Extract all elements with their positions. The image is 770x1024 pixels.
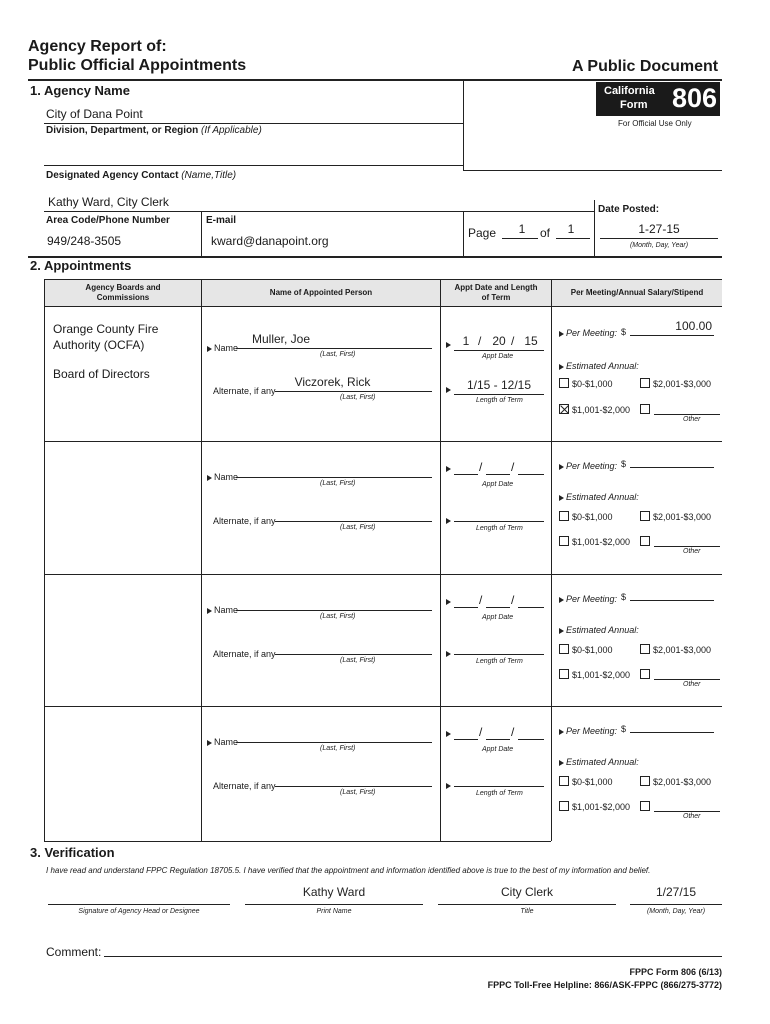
alternate-name-field[interactable]	[275, 521, 432, 522]
section1-top-border	[28, 79, 722, 81]
alternate-last-first-hint: (Last, First)	[340, 524, 376, 531]
appt-day-field[interactable]	[486, 739, 510, 740]
per-meeting-label	[559, 726, 617, 736]
other-field[interactable]	[654, 546, 720, 547]
checkbox-other[interactable]	[640, 669, 650, 679]
board-name-line2[interactable]: Authority (OCFA)	[53, 338, 145, 352]
form-word: Form	[620, 99, 648, 111]
appt-day[interactable]: 20	[492, 334, 506, 348]
table-bottom-border	[44, 841, 551, 842]
print-name-label: Print Name	[316, 908, 352, 915]
estimated-annual-text: Estimated Annual:	[566, 361, 639, 371]
per-meeting-value[interactable]: 100.00	[675, 319, 712, 333]
other-label: Other	[683, 681, 701, 688]
appointee-name[interactable]: Muller, Joe	[251, 332, 311, 346]
term-hint: Length of Term	[476, 790, 523, 797]
official-use-label: For Official Use Only	[618, 119, 692, 128]
name-last-first-hint: (Last, First)	[320, 613, 356, 620]
appt-date-hint: Appt Date	[482, 353, 514, 360]
verification-title[interactable]: City Clerk	[500, 885, 553, 899]
name-label-text: Name	[214, 343, 239, 353]
date-posted-divider	[594, 200, 595, 256]
alternate-name[interactable]: Viczorek, Rick	[294, 375, 371, 389]
per-meeting-line	[630, 335, 714, 336]
date-slash: /	[479, 460, 483, 474]
appointee-name-field[interactable]	[236, 742, 432, 743]
form-title-line1: Agency Report of:	[28, 38, 167, 55]
per-meeting-text: Per Meeting:	[566, 726, 618, 736]
option-1001-2000-label: $1,001-$2,000	[572, 670, 631, 680]
page-divider	[463, 211, 464, 256]
arrow-right-icon	[446, 651, 451, 657]
title-label: Title	[520, 908, 534, 915]
division-hint: (If Applicable)	[201, 125, 262, 136]
form-title-line2: Public Official Appointments	[28, 57, 247, 74]
name-label	[207, 737, 238, 747]
estimated-annual-label	[559, 361, 639, 371]
dollar-sign: $	[621, 327, 627, 337]
name-line	[236, 348, 432, 349]
other-field[interactable]	[654, 679, 720, 680]
dollar-sign: $	[621, 724, 627, 734]
agency-name-line	[44, 123, 463, 124]
of-label: of	[540, 226, 551, 240]
date-posted-line	[600, 238, 718, 239]
alternate-name-field[interactable]	[275, 654, 432, 655]
public-document-label: A Public Document	[572, 58, 719, 75]
per-meeting-field[interactable]	[630, 732, 714, 733]
section2-heading: 2. Appointments	[30, 258, 132, 273]
contact-hint: (Name,Title)	[181, 170, 237, 181]
checkbox-0-1000[interactable]	[559, 378, 569, 388]
appointee-name-field[interactable]	[236, 477, 432, 478]
checkbox-2001-3000[interactable]	[640, 511, 650, 521]
print-name-line	[245, 904, 423, 905]
alternate-label: Alternate, if any	[213, 781, 276, 791]
form-number: 806	[672, 83, 718, 113]
row-divider	[44, 574, 722, 575]
option-1001-2000-label: $1,001-$2,000	[572, 405, 631, 415]
checkbox-0-1000[interactable]	[559, 511, 569, 521]
per-meeting-field[interactable]	[630, 467, 714, 468]
option-2001-3000-label: $2,001-$3,000	[653, 645, 712, 655]
arrow-right-icon	[446, 466, 451, 472]
col-header-appt: Appt Date and Length of Term	[441, 280, 551, 306]
term-hint: Length of Term	[476, 397, 523, 404]
per-meeting-text: Per Meeting:	[566, 461, 618, 471]
term-hint: Length of Term	[476, 658, 523, 665]
table-header-bottom	[44, 306, 722, 307]
per-meeting-field[interactable]	[630, 600, 714, 601]
california-label: California	[604, 85, 655, 97]
alternate-last-first-hint: (Last, First)	[340, 657, 376, 664]
col-header-salary: Per Meeting/Annual Salary/Stipend	[552, 280, 722, 306]
checkbox-2001-3000[interactable]	[640, 378, 650, 388]
estimated-annual-text: Estimated Annual:	[566, 757, 639, 767]
alternate-label: Alternate, if any	[213, 649, 276, 659]
appt-date-line	[454, 350, 544, 351]
alternate-line	[275, 391, 432, 392]
checkbox-0-1000[interactable]	[559, 776, 569, 786]
per-meeting-label	[559, 461, 617, 471]
official-use-bottom	[463, 170, 722, 171]
of-value[interactable]: 1	[567, 222, 575, 236]
row-divider	[44, 441, 722, 442]
appt-month-field[interactable]	[454, 739, 478, 740]
option-1001-2000-label: $1,001-$2,000	[572, 802, 631, 812]
estimated-annual-text: Estimated Annual:	[566, 492, 639, 502]
other-label: Other	[683, 813, 701, 820]
date-slash: /	[479, 725, 483, 739]
checkbox-0-1000[interactable]	[559, 644, 569, 654]
name-label	[207, 343, 238, 353]
table-left-border	[44, 279, 45, 841]
date-slash: /	[511, 460, 515, 474]
verification-date[interactable]: 1/27/15	[655, 885, 697, 899]
appt-month-field[interactable]	[454, 474, 478, 475]
checkbox-2001-3000[interactable]	[640, 776, 650, 786]
date-slash: /	[478, 334, 482, 348]
phone-label: Area Code/Phone Number	[46, 215, 170, 226]
term-field[interactable]	[454, 654, 544, 655]
comment-label: Comment:	[46, 945, 102, 959]
appt-day-field[interactable]	[486, 607, 510, 608]
col-header-name: Name of Appointed Person	[202, 280, 440, 306]
option-2001-3000-label: $2,001-$3,000	[653, 379, 712, 389]
alternate-last-first-hint: (Last, First)	[340, 789, 376, 796]
option-0-1000-label: $0-$1,000	[572, 645, 613, 655]
date-label: (Month, Day, Year)	[646, 908, 706, 915]
checkbox-other[interactable]	[640, 404, 650, 414]
date-slash: /	[511, 725, 515, 739]
date-posted-value[interactable]: 1-27-15	[638, 222, 680, 236]
signature-line[interactable]	[48, 904, 230, 905]
per-meeting-text: Per Meeting:	[566, 328, 618, 338]
appt-year-field[interactable]	[518, 607, 544, 608]
name-label	[207, 605, 238, 615]
other-field[interactable]	[654, 811, 720, 812]
comment-field[interactable]	[104, 956, 722, 957]
date-line	[630, 904, 722, 905]
arrow-right-icon	[446, 599, 451, 605]
arrow-right-icon	[446, 387, 451, 393]
name-label-text: Name	[214, 737, 239, 747]
arrow-right-icon	[559, 597, 564, 603]
per-meeting-label	[559, 328, 617, 338]
checkbox-1001-2000[interactable]	[559, 404, 569, 414]
dollar-sign: $	[621, 592, 627, 602]
arrow-right-icon	[559, 628, 564, 634]
name-label	[207, 472, 238, 482]
california-form-badge	[596, 82, 720, 116]
helpline: FPPC Toll-Free Helpline: 866/ASK-FPPC (866/275-3772)	[487, 980, 722, 990]
agency-name-value[interactable]: City of Dana Point	[46, 107, 143, 121]
option-0-1000-label: $0-$1,000	[572, 379, 613, 389]
term-hint: Length of Term	[476, 525, 523, 532]
other-label: Other	[683, 548, 701, 555]
appointee-name-field[interactable]	[236, 610, 432, 611]
appt-month-field[interactable]	[454, 607, 478, 608]
page-value[interactable]: 1	[518, 222, 526, 236]
estimated-annual-label	[559, 757, 639, 767]
section1-heading: 1. Agency Name	[30, 83, 130, 98]
other-label: Other	[683, 416, 701, 423]
checkbox-2001-3000[interactable]	[640, 644, 650, 654]
other-line	[654, 414, 720, 415]
arrow-right-icon	[207, 346, 212, 352]
col-divider-1	[201, 279, 202, 841]
option-2001-3000-label: $2,001-$3,000	[653, 777, 712, 787]
appt-day-field[interactable]	[486, 474, 510, 475]
per-meeting-text: Per Meeting:	[566, 594, 618, 604]
division-line	[44, 165, 463, 166]
checkbox-1001-2000[interactable]	[559, 536, 569, 546]
arrow-right-icon	[559, 760, 564, 766]
contact-line	[44, 211, 594, 212]
appt-year-field[interactable]	[518, 474, 544, 475]
email-label: E-mail	[206, 215, 237, 226]
checkbox-1001-2000[interactable]	[559, 669, 569, 679]
arrow-right-icon	[207, 740, 212, 746]
checkbox-other[interactable]	[640, 536, 650, 546]
date-posted-label: Date Posted:	[598, 204, 660, 215]
per-meeting-label	[559, 594, 617, 604]
appt-month[interactable]: 1	[462, 334, 470, 348]
contact-value[interactable]: Kathy Ward, City Clerk	[48, 195, 169, 209]
arrow-right-icon	[559, 495, 564, 501]
arrow-right-icon	[446, 783, 451, 789]
page-value-line	[502, 238, 538, 239]
option-0-1000-label: $0-$1,000	[572, 777, 613, 787]
alternate-label: Alternate, if any	[213, 386, 276, 396]
phone-email-divider	[201, 211, 202, 256]
board-name-line3[interactable]: Board of Directors	[53, 367, 150, 381]
alternate-last-first-hint: (Last, First)	[340, 394, 376, 401]
estimated-annual-label	[559, 625, 639, 635]
term-line	[454, 394, 544, 395]
verification-print-name[interactable]: Kathy Ward	[302, 885, 366, 899]
arrow-right-icon	[207, 475, 212, 481]
arrow-right-icon	[559, 331, 564, 337]
option-2001-3000-label: $2,001-$3,000	[653, 512, 712, 522]
contact-label: Designated Agency Contact	[46, 170, 179, 181]
arrow-right-icon	[446, 342, 451, 348]
name-label-text: Name	[214, 472, 239, 482]
checkbox-other[interactable]	[640, 801, 650, 811]
date-slash: /	[479, 593, 483, 607]
name-last-first-hint: (Last, First)	[320, 745, 356, 752]
col-header-boards: Agency Boards and Commissions	[45, 280, 201, 306]
estimated-annual-text: Estimated Annual:	[566, 625, 639, 635]
term-field[interactable]	[454, 521, 544, 522]
appt-year-field[interactable]	[518, 739, 544, 740]
name-last-first-hint: (Last, First)	[320, 480, 356, 487]
of-value-line	[556, 238, 590, 239]
date-slash: /	[511, 334, 515, 348]
arrow-right-icon	[207, 608, 212, 614]
date-posted-hint: (Month, Day, Year)	[629, 242, 689, 249]
estimated-annual-label	[559, 492, 639, 502]
row-divider	[44, 706, 722, 707]
appt-year[interactable]: 15	[524, 334, 538, 348]
dollar-sign: $	[621, 459, 627, 469]
col-divider-3	[551, 279, 552, 841]
appt-date-hint: Appt Date	[482, 481, 514, 488]
board-name-line1[interactable]: Orange County Fire	[53, 322, 159, 336]
alternate-label: Alternate, if any	[213, 516, 276, 526]
term-field[interactable]	[454, 786, 544, 787]
arrow-right-icon	[559, 464, 564, 470]
phone-value[interactable]: 949/248-3505	[47, 234, 122, 248]
arrow-right-icon	[446, 731, 451, 737]
term-value[interactable]: 1/15 - 12/15	[466, 378, 532, 392]
date-slash: /	[511, 593, 515, 607]
section3-heading: 3. Verification	[30, 845, 115, 860]
appt-date-hint: Appt Date	[482, 746, 514, 753]
option-1001-2000-label: $1,001-$2,000	[572, 537, 631, 547]
arrow-right-icon	[446, 518, 451, 524]
form-id: FPPC Form 806 (6/13)	[629, 967, 722, 977]
col-divider-2	[440, 279, 441, 841]
signature-label: Signature of Agency Head or Designee	[78, 908, 200, 915]
name-last-first-hint: (Last, First)	[320, 351, 356, 358]
section1-divider	[463, 81, 464, 170]
email-value[interactable]: kward@danapoint.org	[211, 234, 329, 248]
division-label: Division, Department, or Region	[46, 125, 199, 136]
section1-bottom-border	[28, 256, 722, 258]
title-line	[438, 904, 616, 905]
verification-statement: I have read and understand FPPC Regulation 18705.5. I have verified that the appointment and information identified above is true to the best of my information and belief.	[46, 866, 651, 875]
arrow-right-icon	[559, 364, 564, 370]
appt-date-hint: Appt Date	[482, 614, 514, 621]
arrow-right-icon	[559, 729, 564, 735]
checkbox-1001-2000[interactable]	[559, 801, 569, 811]
option-0-1000-label: $0-$1,000	[572, 512, 613, 522]
name-label-text: Name	[214, 605, 239, 615]
alternate-name-field[interactable]	[275, 786, 432, 787]
page-label: Page	[468, 226, 497, 240]
